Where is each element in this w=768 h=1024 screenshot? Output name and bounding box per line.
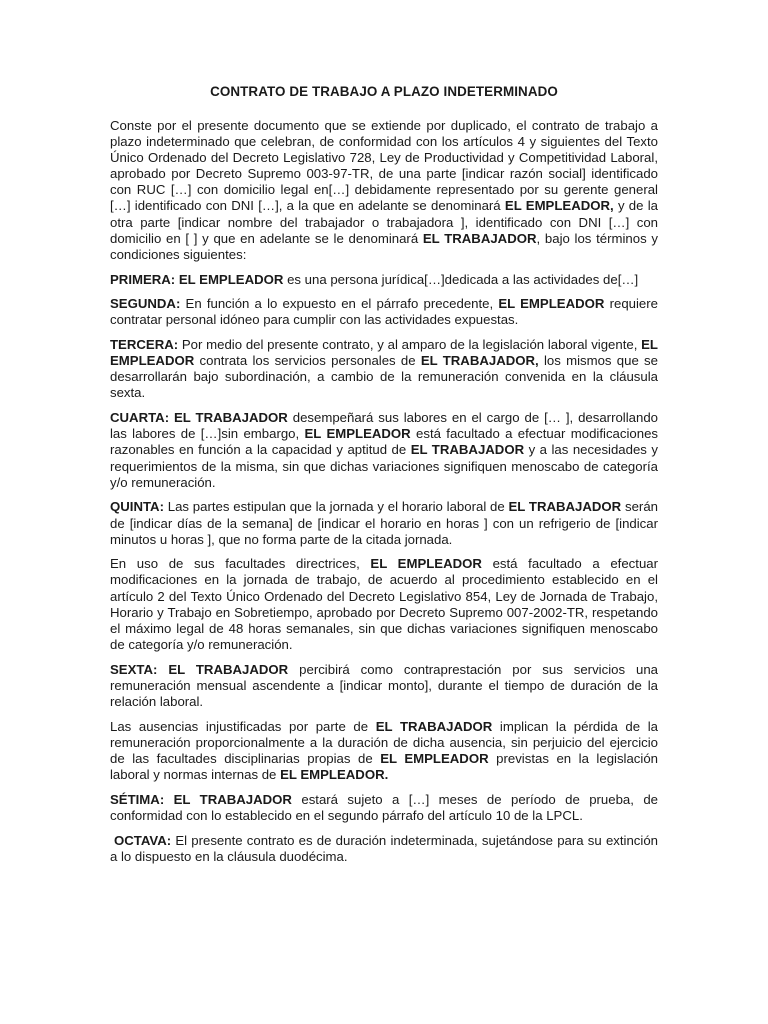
clause-text: desempeñará sus labores en el cargo de [… ], desarrollando las labores de […]sin embargo, bbox=[110, 410, 658, 442]
clause-text: Conste por el presente documento que se extiende por duplicado, el contrato de trabajo a plazo indeterminado que celebran, de conformidad con los artículos 4 y siguientes del Texto Único Ordenado del Decreto Legislativo 728, Ley de Productividad y Competitividad Laboral, aprobado por Decreto Supremo 003-97-TR, de una parte [indicar razón social] identificado con RUC […] con domicilio legal en[…] debidamente representado por su gerente general […] identificado con DNI […], a la que en adelante se denominará bbox=[110, 118, 658, 214]
bold-term: SEGUNDA: bbox=[110, 296, 181, 312]
clause-text: está facultado a efectuar modificaciones razonables en función a la capacidad y aptitud de bbox=[110, 426, 658, 458]
clause-text: percibirá como contraprestación por sus servicios una remuneración mensual ascendente a [indicar monto], durante el tiempo de duración de la relación laboral. bbox=[110, 661, 658, 709]
bold-term: EL EMPLEADOR bbox=[110, 337, 658, 369]
clause-primera bbox=[110, 272, 658, 288]
clause-text: Por medio del presente contrato, y al amparo de la legislación laboral vigente, bbox=[178, 337, 642, 353]
clause-quinta bbox=[110, 499, 658, 547]
clause-text: Las ausencias injustificadas por parte de bbox=[110, 718, 376, 734]
clause-text: Las partes estipulan que la jornada y el horario laboral de bbox=[163, 499, 509, 515]
clause-segunda bbox=[110, 296, 658, 328]
bold-term: EL EMPLEADOR bbox=[304, 426, 411, 442]
clause-text: contrata los servicios personales de bbox=[194, 353, 421, 369]
clause-uso-facultades bbox=[110, 556, 658, 653]
bold-term: EL EMPLEADOR. bbox=[280, 766, 389, 782]
clause-text: los mismos que se desarrollarán bajo subordinación, a cambio de la remuneración convenida en la cláusula sexta. bbox=[110, 353, 658, 401]
clause-octava bbox=[110, 833, 658, 865]
clause-text: y a las necesidades y requerimientos de la misma, sin que dichas variaciones signifiquen menoscabo de categoría y/o remuneración. bbox=[110, 442, 658, 490]
clause-setima bbox=[110, 792, 658, 824]
clause-text: implican la pérdida de la remuneración proporcionalmente a la duración de dicha ausencia, sin perjuicio del ejercicio de las facultades disciplinarias propias de bbox=[110, 718, 658, 766]
bold-term: SEXTA: EL TRABAJADOR bbox=[110, 661, 289, 677]
clause-text: previstas en la legislación laboral y normas internas de bbox=[110, 750, 659, 782]
document-title: CONTRATO DE TRABAJO A PLAZO INDETERMINADO bbox=[210, 84, 558, 99]
document-body bbox=[110, 118, 658, 865]
clause-text: En función a lo expuesto en el párrafo precedente, bbox=[180, 296, 499, 312]
clause-intro bbox=[110, 118, 658, 263]
clause-ausencias bbox=[110, 719, 658, 783]
bold-term: EL TRABAJADOR bbox=[422, 230, 537, 246]
clause-text: estará sujeto a […] meses de período de prueba, de conformidad con lo establecido en el segundo párrafo del artículo 10 de la LPCL. bbox=[110, 791, 658, 823]
bold-term: EL EMPLEADOR, bbox=[504, 198, 614, 214]
clause-text: requiere contratar personal idóneo para cumplir con las actividades expuestas. bbox=[110, 296, 658, 328]
clause-text: es una persona jurídica[…]dedicada a las actividades de[…] bbox=[283, 271, 639, 287]
bold-term: CUARTA: EL TRABAJADOR bbox=[110, 410, 288, 426]
bold-term: EL TRABAJADOR bbox=[410, 442, 525, 458]
bold-term: OCTAVA: bbox=[114, 832, 172, 848]
clause-text: En uso de sus facultades directrices, bbox=[110, 556, 371, 572]
bold-term: EL EMPLEADOR bbox=[380, 750, 489, 766]
clause-text: , bajo los términos y condiciones siguientes: bbox=[110, 230, 658, 262]
bold-term: PRIMERA: EL EMPLEADOR bbox=[110, 271, 284, 287]
clause-cuarta bbox=[110, 410, 658, 490]
clause-text: está facultado a efectuar modificaciones en la jornada de trabajo, de acuerdo al procedimiento establecido en el artículo 2 del Texto Único Ordenado del Decreto Legislativo 854, Ley de Jornada de Trabajo, Horario y Trabajo en Sobretiempo, aprobado por Decreto Supremo 007-2002-TR, respetando el máximo legal de 48 horas semanales, sin que dichas variaciones signifiquen menoscabo de categoría y/o remuneración. bbox=[110, 556, 658, 652]
bold-term: EL EMPLEADOR bbox=[498, 296, 605, 312]
clause-tercera bbox=[110, 337, 658, 401]
bold-term: EL EMPLEADOR bbox=[370, 556, 482, 572]
bold-term: QUINTA: bbox=[110, 499, 164, 515]
bold-term: EL TRABAJADOR bbox=[508, 499, 622, 515]
document-page bbox=[110, 84, 658, 873]
clause-text: El presente contrato es de duración indeterminada, sujetándose para su extinción a lo dispuesto en la cláusula duodécima. bbox=[110, 832, 658, 864]
bold-term: TERCERA: bbox=[110, 337, 179, 353]
clause-sexta bbox=[110, 662, 658, 710]
bold-term: EL TRABAJADOR bbox=[375, 718, 493, 734]
bold-term: SÉTIMA: EL TRABAJADOR bbox=[110, 791, 292, 807]
bold-term: EL TRABAJADOR, bbox=[420, 353, 539, 369]
clause-text: y de la otra parte [indicar nombre del trabajador o trabajadora ], identificado con DNI […] con domicilio en [ ] y que en adelante se le denominará bbox=[110, 198, 658, 246]
clause-text: serán de [indicar días de la semana] de [indicar el horario en horas ] con un refrigerio de [indicar minutos u horas ], que no forma parte de la citada jornada. bbox=[110, 499, 658, 547]
